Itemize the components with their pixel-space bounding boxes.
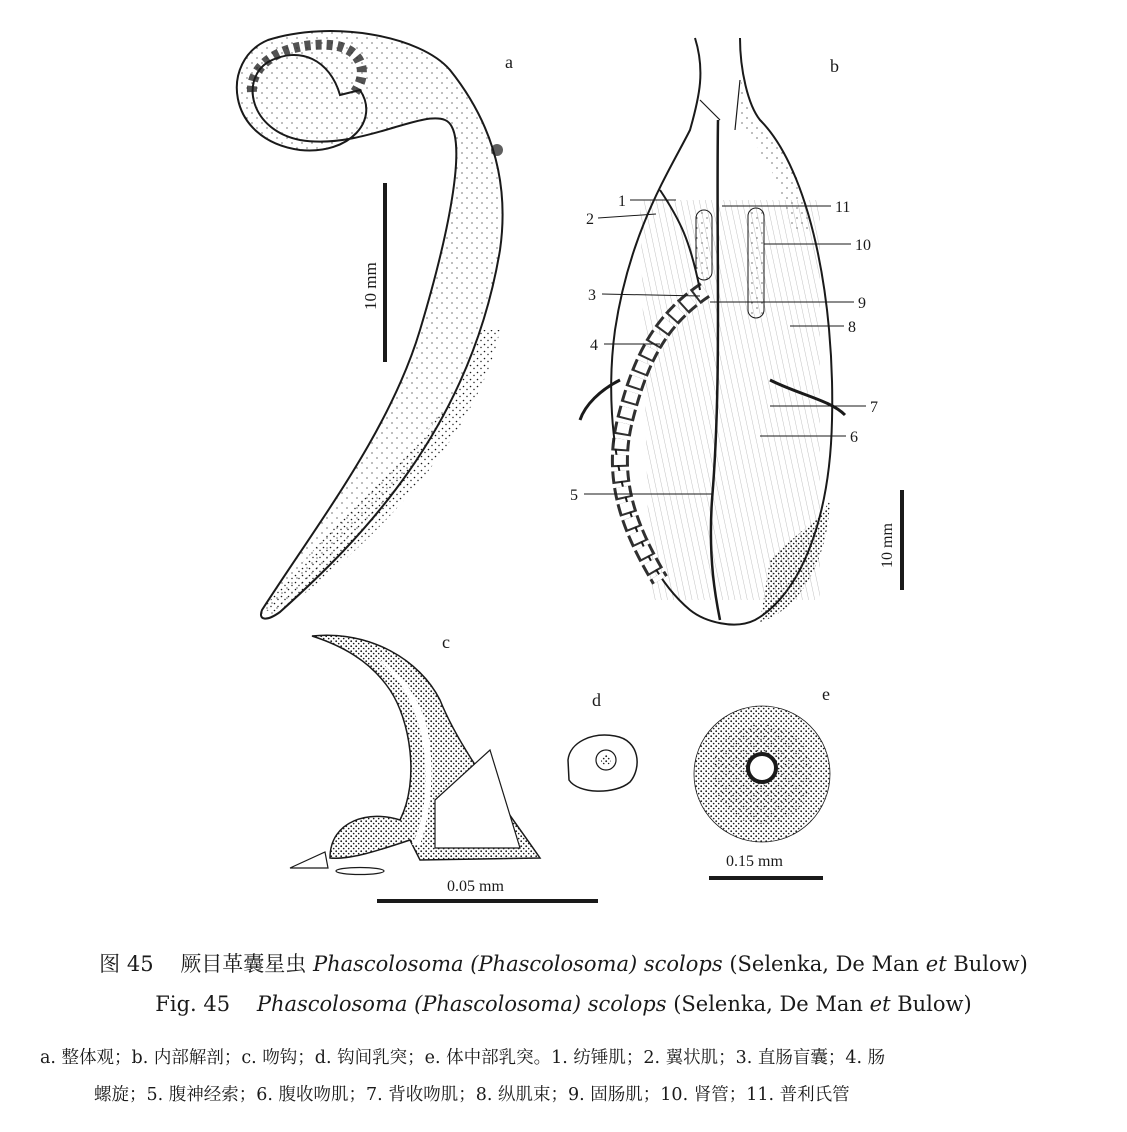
callout-8: 8 — [848, 319, 856, 336]
callout-2: 2 — [586, 211, 594, 228]
panel-c-scale-label: 0.05 mm — [447, 878, 504, 895]
panel-d-papilla — [568, 690, 637, 791]
callout-4: 4 — [590, 337, 598, 354]
panel-c-label: c — [442, 632, 450, 652]
panel-a-worm — [237, 31, 513, 619]
species-epithet-en: scolops — [587, 992, 667, 1016]
panel-a-scale-label: 10 mm — [361, 262, 380, 310]
authority-et: et — [925, 952, 947, 976]
callout-7: 7 — [870, 399, 878, 416]
panel-a-label: a — [505, 52, 513, 72]
callout-3: 3 — [588, 287, 596, 304]
genus: Phascolosoma — [312, 952, 464, 976]
callout-11: 11 — [835, 199, 851, 216]
figure-number-en: Fig. 45 — [155, 992, 231, 1016]
subgenus: (Phascolosoma) — [470, 952, 638, 976]
genus-en: Phascolosoma — [256, 992, 408, 1016]
legend-line-1: a. 整体观；b. 内部解剖；c. 吻钩；d. 钩间乳突；e. 体中部乳突。1. 纺锤肌；2. 翼状肌；3. 直肠盲囊；4. 肠 — [40, 1048, 886, 1068]
figure-number-cn: 图 45 — [99, 952, 154, 976]
panel-e-papilla — [694, 684, 830, 878]
callout-5: 5 — [570, 487, 578, 504]
panel-b-anatomy — [570, 38, 902, 625]
panel-b-scale-label: 10 mm — [879, 523, 896, 568]
authority-a: (Selenka, De Man — [729, 952, 920, 976]
panel-c-hook — [290, 632, 598, 901]
callout-10: 10 — [855, 237, 871, 254]
species-epithet: scolops — [643, 952, 723, 976]
subgenus-en: (Phascolosoma) — [414, 992, 582, 1016]
authority-a-en: (Selenka, De Man — [673, 992, 863, 1016]
callout-9: 9 — [858, 295, 866, 312]
panel-b-label: b — [830, 56, 839, 76]
panel-d-label: d — [592, 690, 601, 710]
caption-english — [0, 992, 1127, 1016]
callout-1: 1 — [618, 193, 626, 210]
panel-e-label: e — [822, 684, 830, 704]
caption-chinese — [0, 948, 1127, 978]
callout-6: 6 — [850, 429, 858, 446]
authority-b: Bulow) — [953, 952, 1028, 976]
authority-b-en: Bulow) — [897, 992, 972, 1016]
authority-et-en: et — [869, 992, 891, 1016]
species-name-cn: 厥目革囊星虫 — [180, 952, 307, 976]
figure-legend — [40, 1040, 1100, 1114]
legend-line-2: 螺旋；5. 腹神经索；6. 腹收吻肌；7. 背收吻肌；8. 纵肌束；9. 固肠肌；10. 肾管；11. 普利氏管 — [94, 1085, 850, 1105]
panel-e-scale-label: 0.15 mm — [726, 853, 783, 870]
